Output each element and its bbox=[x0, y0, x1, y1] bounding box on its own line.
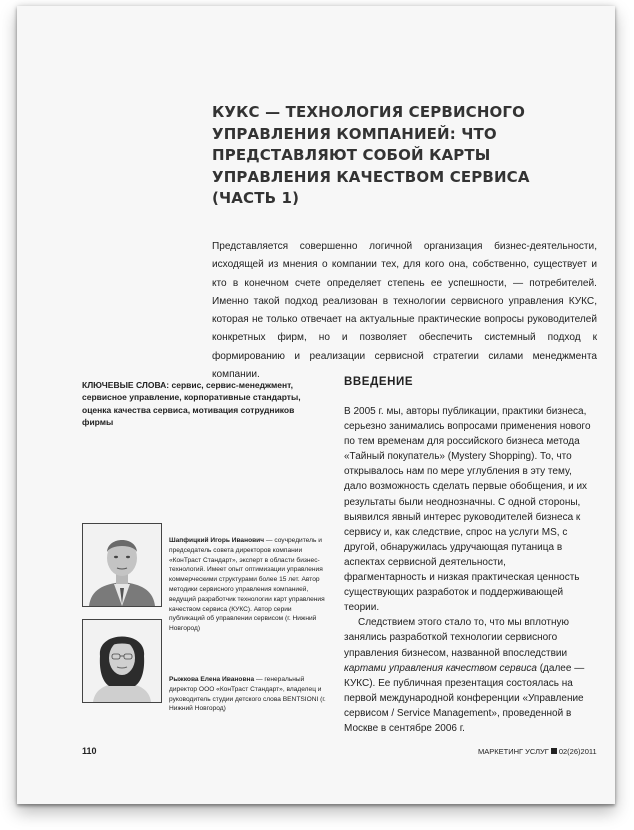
keywords: КЛЮЧЕВЫЕ СЛОВА: сервис, сервис-менеджмент, сервисное управление, корпоративные стандарты, оценка качества сервиса, мотивация сотрудников фирмы bbox=[82, 380, 301, 427]
magazine-name: МАРКЕТИНГ УСЛУГ bbox=[478, 747, 549, 756]
author-bio-ryzhkova bbox=[169, 675, 329, 714]
author-photo-shapfitsky bbox=[82, 523, 162, 607]
author-bio-shapfitsky bbox=[169, 536, 329, 634]
issue-number: 02(26)2011 bbox=[558, 747, 597, 756]
article-lead: Представляется совершенно логичной организация бизнес-деятельности, исходящей из мнения о компании тех, для кого она, собственно, существует и кто в конечном счете определяет степень ее успешности, — потребителей. Именно такой подход реализован в технологии сервисного управления КУКС, которая не только отвечает на актуальные практические вопросы руководителей конкретных фирм, но и позволяет обеспечить системный подход к формированию и реализации сервисной стратегии силами менеджмента компании. bbox=[212, 241, 597, 381]
square-bullet-icon bbox=[551, 748, 557, 754]
page-number: 110 bbox=[82, 746, 97, 756]
author-bio-text: — генеральный директор ООО «КонТраст Стандарт», владелец и руководитель студии детского слова BENTSIONI (г. Нижний Новгород) bbox=[169, 676, 326, 713]
author-bio-text: — соучредитель и председатель совета директоров компании «КонТраст Стандарт», эксперт в области бизнес-технологий. Имеет опыт оптимизации управления коммерческими структурами более 15 лет. Автор методики сервисного управления компанией, ведущий разработчик технологии карт управления качеством сервиса (КУКС). Автор серии публикаций об управлении сервисом (г. Нижний Новгород) bbox=[169, 537, 325, 633]
author-name: Шапфицкий Игорь Иванович bbox=[169, 537, 265, 544]
footer-magazine bbox=[478, 747, 597, 756]
man-portrait-image bbox=[83, 524, 161, 606]
body-paragraph-1: В 2005 г. мы, авторы публикации, практики бизнеса, серьезно занимались вопросами применения нового по тем временам для российского бизнеса метода «Тайный покупатель» (Mystery Shopping). То, что открывалось нам по мере углубления в эту тему, дало возможность сделать первые обобщения, и их результаты были неоднозначны. С одной стороны, выявился явный интерес руководителей бизнеса к сервису и, как следствие, спрос на услуги MS, с другой, обнаружилась удручающая путаница в аспектах сервисной деятельности, фрагментарность и низкая практическая ценность существующих разработок и поддерживающей теории. bbox=[344, 406, 591, 614]
author-photo-ryzhkova bbox=[82, 619, 162, 703]
article-body bbox=[344, 404, 591, 736]
body-paragraph-2-start: Следствием этого стало то, что мы вплотную занялись разработкой технологии сервисного управления бизнесом, названной впоследствии bbox=[344, 617, 569, 659]
body-paragraph-2-end: (далее — КУКС). Ее публичная презентация состоялась на первой международной конференции «Управление сервисом / Service Management», проведенной в Москве в сентябре 2006 г. bbox=[344, 662, 585, 734]
author-name: Рыжкова Елена Ивановна bbox=[169, 676, 255, 683]
article-title: КУКС — ТЕХНОЛОГИЯ СЕРВИСНОГО УПРАВЛЕНИЯ КОМПАНИЕЙ: ЧТО ПРЕДСТАВЛЯЮТ СОБОЙ КАРТЫ УПРАВЛЕНИЯ КАЧЕСТВОМ СЕРВИСА (ЧАСТЬ 1) bbox=[212, 103, 530, 207]
body-paragraph-2-italic: картами управления качеством сервиса bbox=[344, 662, 537, 674]
section-heading: ВВЕДЕНИЕ bbox=[344, 376, 414, 388]
body-paragraph-2 bbox=[344, 615, 591, 736]
woman-portrait-image bbox=[83, 620, 161, 702]
